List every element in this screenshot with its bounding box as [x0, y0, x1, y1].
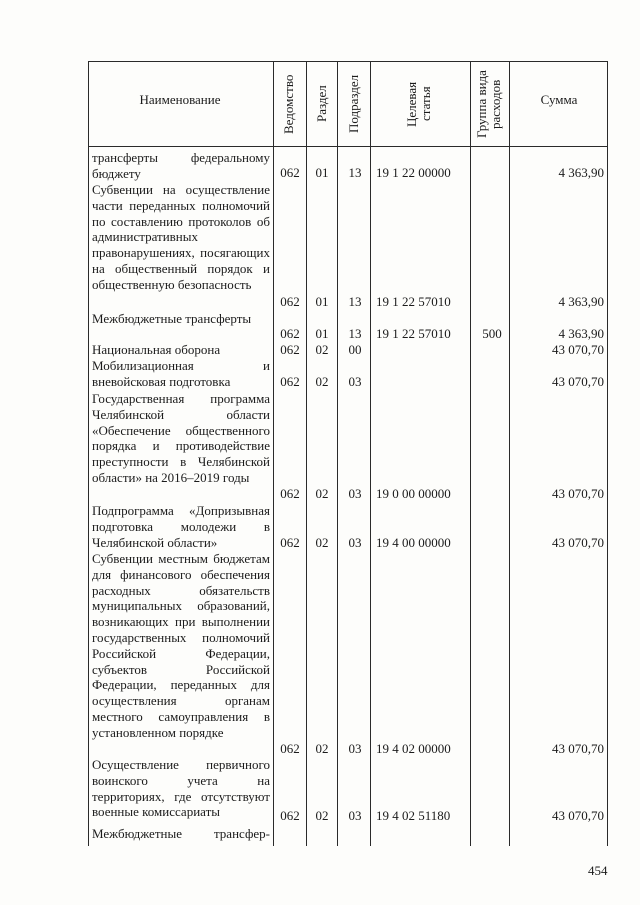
column-rule	[470, 61, 471, 846]
row-summa: 4 363,90	[558, 294, 604, 309]
row-summa: 4 363,90	[558, 165, 604, 180]
column-rule	[306, 61, 307, 846]
row-summa: 43 070,70	[552, 374, 604, 389]
row-summa: 43 070,70	[552, 535, 604, 550]
row-vedomstvo: 062	[280, 342, 300, 357]
header-podrazdel: Подраздел	[346, 74, 361, 134]
row-name: Субвенции на осуществление части переданных полномочий по составлению протоколов об административных правонарушениях, посягающих на общественный порядок и общественную безопасность	[92, 182, 270, 292]
row-celevaya: 19 1 22 57010	[376, 326, 451, 341]
header-gruppa: Группа вида расходов	[474, 70, 503, 138]
row-name: Государственная программа Челябинской области «Обеспечение общественного порядка и противодействие преступности в Челябинской области» на 2016–2019 годы	[92, 391, 270, 485]
row-vedomstvo: 062	[280, 741, 300, 756]
row-vedomstvo: 062	[280, 374, 300, 389]
row-name: Мобилизационная и вневойсковая подготовка	[92, 358, 270, 389]
row-name: Национальная оборона	[92, 342, 221, 357]
row-podrazdel: 03	[348, 374, 362, 389]
column-rule	[370, 61, 371, 846]
row-celevaya: 19 1 22 00000	[376, 165, 451, 180]
row-summa: 43 070,70	[552, 342, 604, 357]
row-podrazdel: 03	[348, 535, 362, 550]
row-gruppa: 500	[482, 326, 502, 341]
row-name: Подпрограмма «Допризывная подготовка молодежи в Челябинской области»	[92, 503, 270, 550]
row-vedomstvo: 062	[280, 486, 300, 501]
row-razdel: 02	[315, 342, 329, 357]
row-podrazdel: 03	[348, 486, 362, 501]
row-vedomstvo: 062	[280, 808, 300, 823]
row-name: Субвенции местным бюджетам для финансового обеспечения расходных обязательств муниципальных образований, возникающих при выполнении государственных полномочий Российской Федерации, субъектов Российской Федерации, переданных для осуществления органам местного самоуправления в установленном порядке	[92, 551, 270, 740]
row-razdel: 01	[315, 294, 329, 309]
header-bottom-rule	[88, 146, 608, 147]
row-razdel: 02	[315, 374, 329, 389]
row-razdel: 02	[315, 486, 329, 501]
table-top-rule	[88, 61, 608, 62]
row-podrazdel: 13	[348, 326, 362, 341]
row-summa: 43 070,70	[552, 486, 604, 501]
column-rule	[509, 61, 510, 846]
row-summa: 43 070,70	[552, 741, 604, 756]
row-name: Осуществление первичного воинского учета на территориях, где отсутствуют военные комиссариаты	[92, 757, 270, 820]
row-celevaya: 19 4 02 00000	[376, 741, 451, 756]
row-podrazdel: 13	[348, 294, 362, 309]
row-name: трансферты федеральному бюджету	[92, 150, 270, 181]
row-name: Межбюджетные трансферты	[92, 311, 252, 326]
row-summa: 4 363,90	[558, 326, 604, 341]
header-name: Наименование	[139, 92, 221, 107]
row-celevaya: 19 0 00 00000	[376, 486, 451, 501]
table-right-rule	[607, 61, 608, 846]
row-celevaya: 19 1 22 57010	[376, 294, 451, 309]
header-razdel: Раздел	[314, 85, 329, 123]
row-podrazdel: 03	[348, 808, 362, 823]
page-number: 454	[588, 863, 608, 878]
row-podrazdel: 00	[348, 342, 362, 357]
header-vedomstvo: Ведомство	[281, 74, 296, 134]
column-rule	[273, 61, 274, 846]
row-celevaya: 19 4 00 00000	[376, 535, 451, 550]
row-summa: 43 070,70	[552, 808, 604, 823]
row-vedomstvo: 062	[280, 326, 300, 341]
row-podrazdel: 03	[348, 741, 362, 756]
column-rule	[337, 61, 338, 846]
row-vedomstvo: 062	[280, 294, 300, 309]
row-vedomstvo: 062	[280, 165, 300, 180]
table-left-rule	[88, 61, 89, 846]
row-razdel: 02	[315, 741, 329, 756]
row-razdel: 02	[315, 808, 329, 823]
row-podrazdel: 13	[348, 165, 362, 180]
row-razdel: 02	[315, 535, 329, 550]
row-name: Межбюджетные трансфер-	[92, 826, 270, 841]
row-celevaya: 19 4 02 51180	[376, 808, 451, 823]
row-razdel: 01	[315, 326, 329, 341]
header-summa: Сумма	[540, 92, 578, 107]
header-celevaya: Целевая статья	[404, 81, 433, 127]
row-vedomstvo: 062	[280, 535, 300, 550]
row-razdel: 01	[315, 165, 329, 180]
